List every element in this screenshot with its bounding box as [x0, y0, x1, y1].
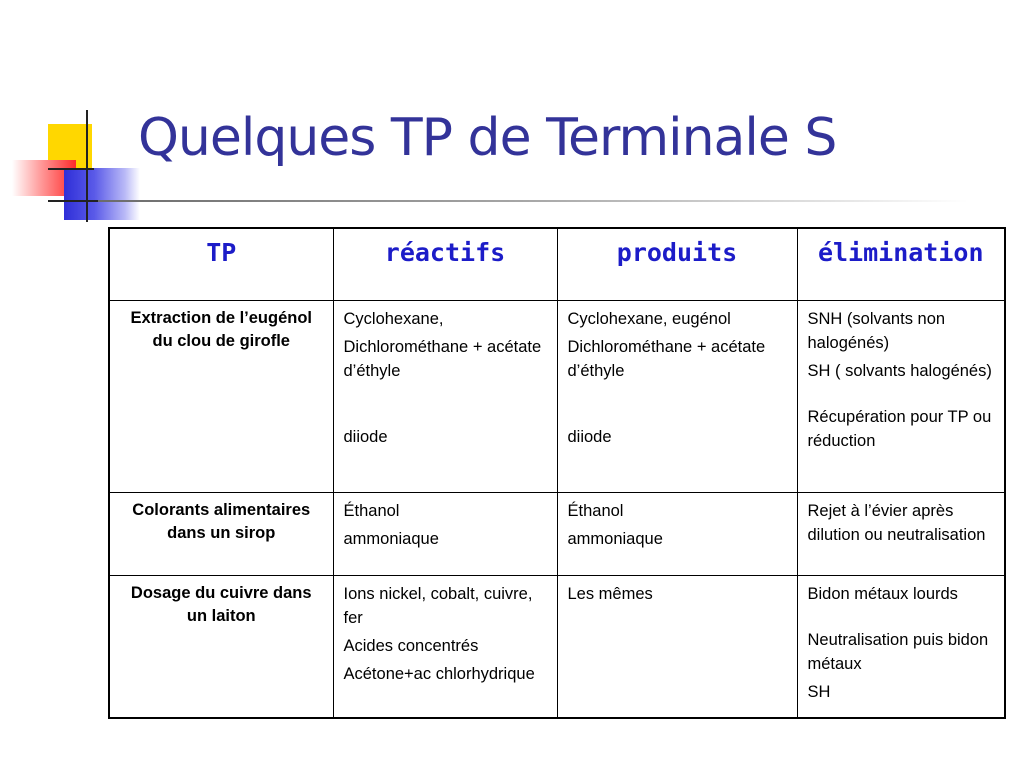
- header-tp: TP: [109, 228, 333, 301]
- cell-line: Rejet à l’évier après dilution ou neutralisation: [807, 502, 986, 544]
- cell-line: Cyclohexane,: [343, 310, 444, 328]
- cell-line: Ions nickel, cobalt, cuivre, fer: [343, 585, 533, 627]
- header-produits: produits: [557, 228, 797, 301]
- cell-line: Bidon métaux lourds: [807, 585, 958, 603]
- header-reactifs: réactifs: [333, 228, 557, 301]
- cell-line: Récupération pour TP ou réduction: [807, 408, 992, 450]
- decor-horizontal-line: [48, 200, 98, 202]
- table-row: [109, 576, 1005, 719]
- cell-line: ammoniaque: [567, 530, 663, 548]
- cell-line: SH ( solvants halogénés): [807, 362, 992, 380]
- cell-line: Dichlorométhane + acétate d’éthyle: [567, 338, 766, 380]
- spacer: [808, 610, 995, 628]
- elimination-cell: [797, 301, 1005, 493]
- reactifs-cell: [333, 576, 557, 719]
- spacer: [568, 387, 787, 425]
- elimination-cell: [797, 493, 1005, 576]
- table-row: [109, 493, 1005, 576]
- cell-line: Éthanol: [567, 502, 624, 520]
- cell-line: Acides concentrés: [343, 637, 479, 655]
- produits-cell: [557, 301, 797, 493]
- slide-title: Quelques TP de Terminale S: [138, 108, 837, 168]
- decor-blue-block: [64, 168, 140, 220]
- header-elimination: élimination: [797, 228, 1005, 301]
- cell-line: Dichlorométhane + acétate d’éthyle: [343, 338, 542, 380]
- cell-line: Acétone+ac chlorhydrique: [343, 665, 535, 683]
- produits-cell: [557, 576, 797, 719]
- reactifs-cell: [333, 301, 557, 493]
- cell-line: diiode: [567, 428, 612, 446]
- cell-line: Éthanol: [343, 502, 400, 520]
- cell-line: Neutralisation puis bidon métaux: [807, 631, 989, 673]
- cell-line: Les mêmes: [567, 585, 653, 603]
- tp-name-cell: Dosage du cuivre dans un laiton: [109, 576, 333, 719]
- spacer: [344, 387, 547, 425]
- tp-table: [108, 227, 1006, 719]
- produits-cell: [557, 493, 797, 576]
- spacer: [808, 387, 995, 405]
- table-row: [109, 301, 1005, 493]
- cell-line: diiode: [343, 428, 388, 446]
- title-underline: [98, 200, 968, 202]
- cell-line: ammoniaque: [343, 530, 439, 548]
- reactifs-cell: [333, 493, 557, 576]
- decor-horizontal-line: [48, 168, 94, 170]
- cell-line: Cyclohexane, eugénol: [567, 310, 731, 328]
- table-header-row: [109, 228, 1005, 301]
- decor-vertical-line: [86, 110, 88, 222]
- tp-name-cell: Extraction de l’eugénol du clou de girofle: [109, 301, 333, 493]
- cell-line: SNH (solvants non halogénés): [807, 310, 946, 352]
- cell-line: SH: [807, 683, 831, 701]
- elimination-cell: [797, 576, 1005, 719]
- tp-name-cell: Colorants alimentaires dans un sirop: [109, 493, 333, 576]
